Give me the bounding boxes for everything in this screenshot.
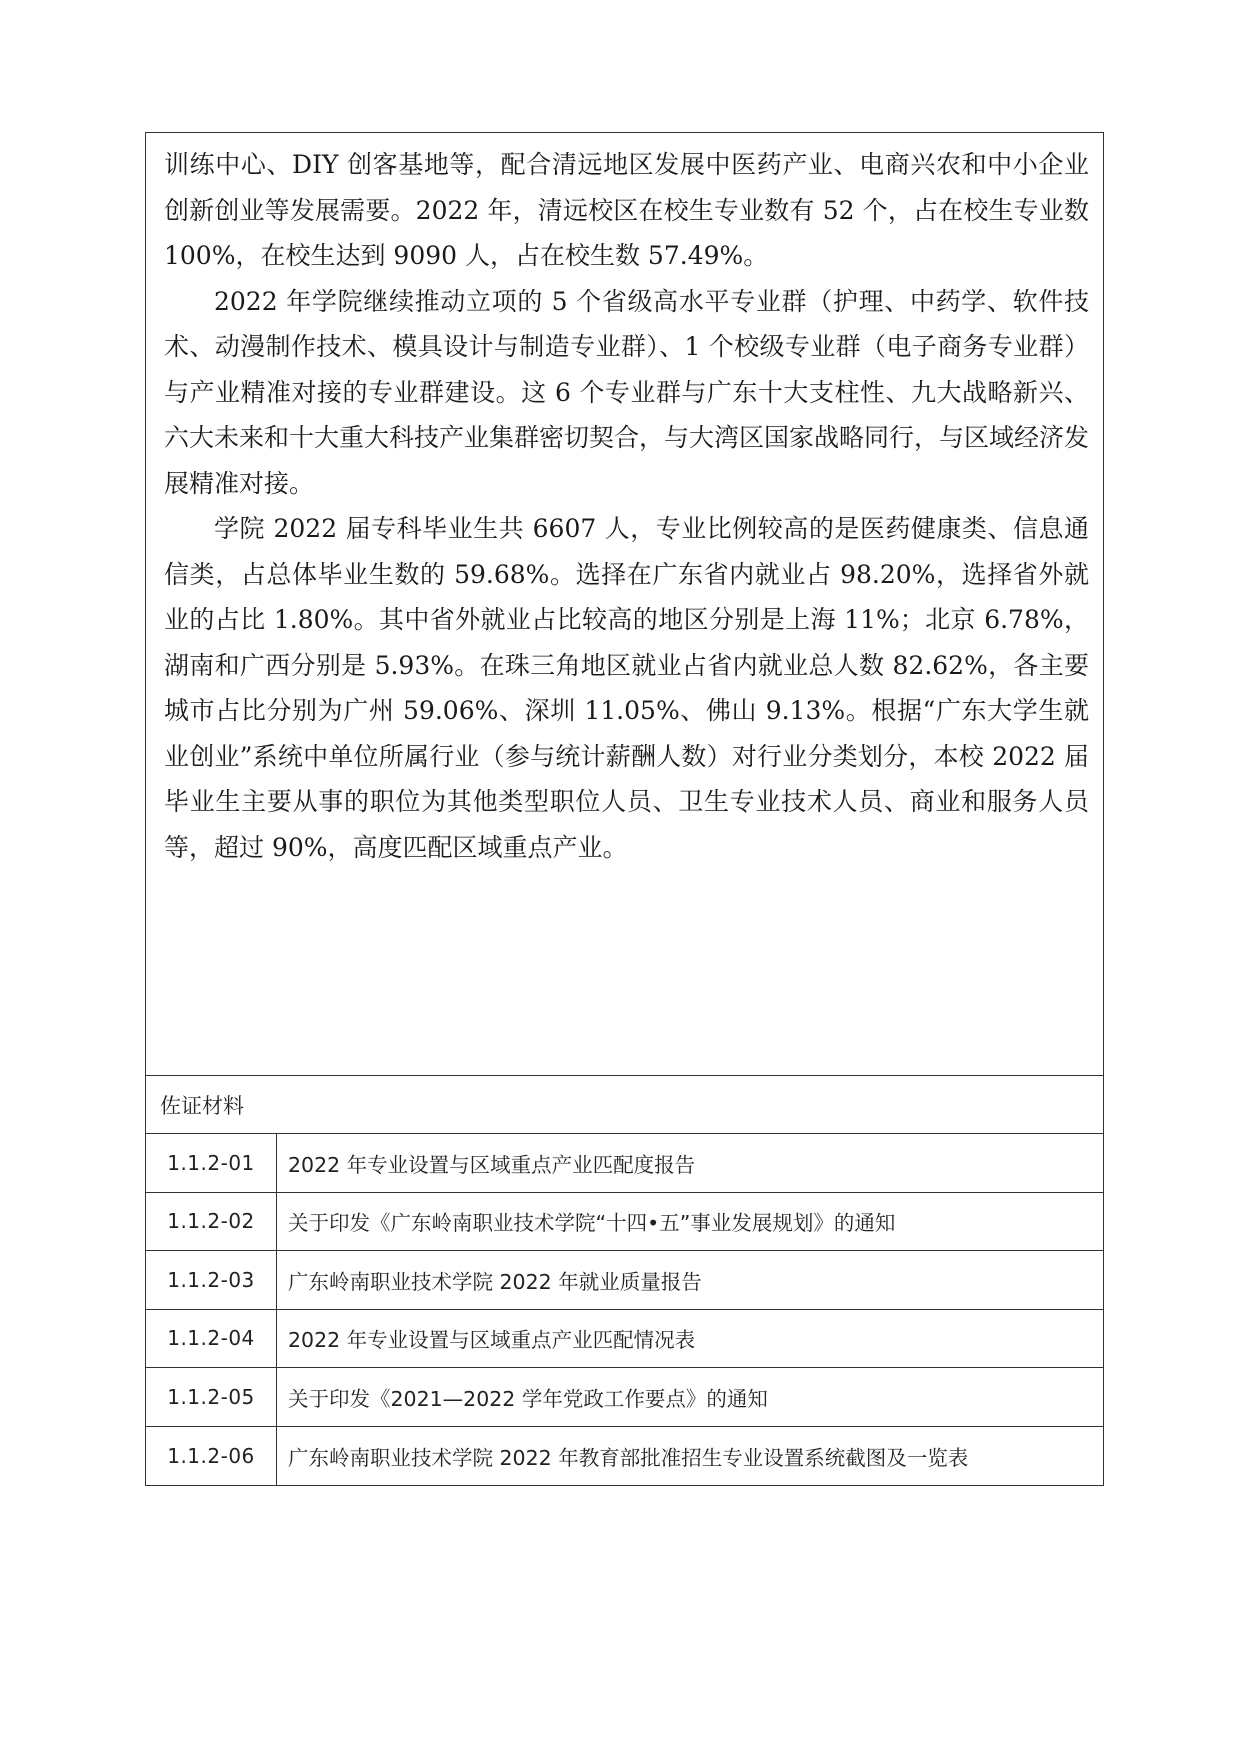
paragraph-graduate-employment: 学院 2022 届专科毕业生共 6607 人，专业比例较高的是医药健康类、信息通信类，占总体毕业生数的 59.68%。选择在广东省内就业占 98.20%，选择省外就业的占比 1.80%。其中省外就业占比较高的地区分别是上海 11%；北京 6.78%，湖南和广西分别是 5.93%。在珠三角地区就业占省内就业总人数 82.62%，各主要城市占比分别为广州 59.06%、深圳 11.05%、佛山 9.13%。根据“广东大学生就业创业”系统中单位所属行业（参与统计薪酬人数）对行业分类划分，本校 2022 届毕业生主要从事的职位为其他类型职位人员、卫生专业技术人员、商业和服务人员等，超过 90%，高度匹配区域重点产业。: [164, 514, 1089, 862]
evidence-title: 广东岭南职业技术学院 2022 年就业质量报告: [288, 1269, 702, 1294]
evidence-code: 1.1.2-06: [146, 1427, 277, 1486]
evidence-title: 2022 年专业设置与区域重点产业匹配情况表: [288, 1328, 696, 1353]
document-table: [145, 132, 1104, 1486]
evidence-title: 广东岭南职业技术学院 2022 年教育部批准招生专业设置系统截图及一览表: [288, 1445, 969, 1470]
evidence-row: [146, 1368, 1103, 1427]
evidence-code: 1.1.2-03: [146, 1251, 277, 1309]
evidence-header: 佐证材料: [146, 1076, 1103, 1134]
evidence-row: [146, 1427, 1103, 1486]
evidence-title: 关于印发《2021—2022 学年党政工作要点》的通知: [288, 1386, 768, 1411]
paragraph-continuation: 训练中心、DIY 创客基地等，配合清远地区发展中医药产业、电商兴农和中小企业创新创业等发展需要。2022 年，清远校区在校生专业数有 52 个，占在校生专业数 100%，在校生达到 9090 人，占在校生数 57.49%。: [164, 150, 1089, 270]
evidence-code: 1.1.2-01: [146, 1134, 277, 1192]
evidence-code: 1.1.2-04: [146, 1310, 277, 1368]
evidence-row: [146, 1193, 1103, 1252]
evidence-row: [146, 1310, 1103, 1369]
evidence-code: 1.1.2-05: [146, 1368, 277, 1426]
content-cell: [146, 133, 1103, 1076]
paragraph-professional-groups: 2022 年学院继续推动立项的 5 个省级高水平专业群（护理、中药学、软件技术、动漫制作技术、模具设计与制造专业群）、1 个校级专业群（电子商务专业群）与产业精准对接的专业群建设。这 6 个专业群与广东十大支柱性、九大战略新兴、六大未来和十大重大科技产业集群密切契合，与大湾区国家战略同行，与区域经济发展精准对接。: [164, 286, 1090, 498]
evidence-title: 关于印发《广东岭南职业技术学院“十四•五”事业发展规划》的通知: [288, 1211, 896, 1236]
evidence-row: [146, 1134, 1103, 1193]
evidence-title: 2022 年专业设置与区域重点产业匹配度报告: [288, 1152, 696, 1177]
evidence-row: [146, 1251, 1103, 1310]
evidence-code: 1.1.2-02: [146, 1193, 277, 1251]
